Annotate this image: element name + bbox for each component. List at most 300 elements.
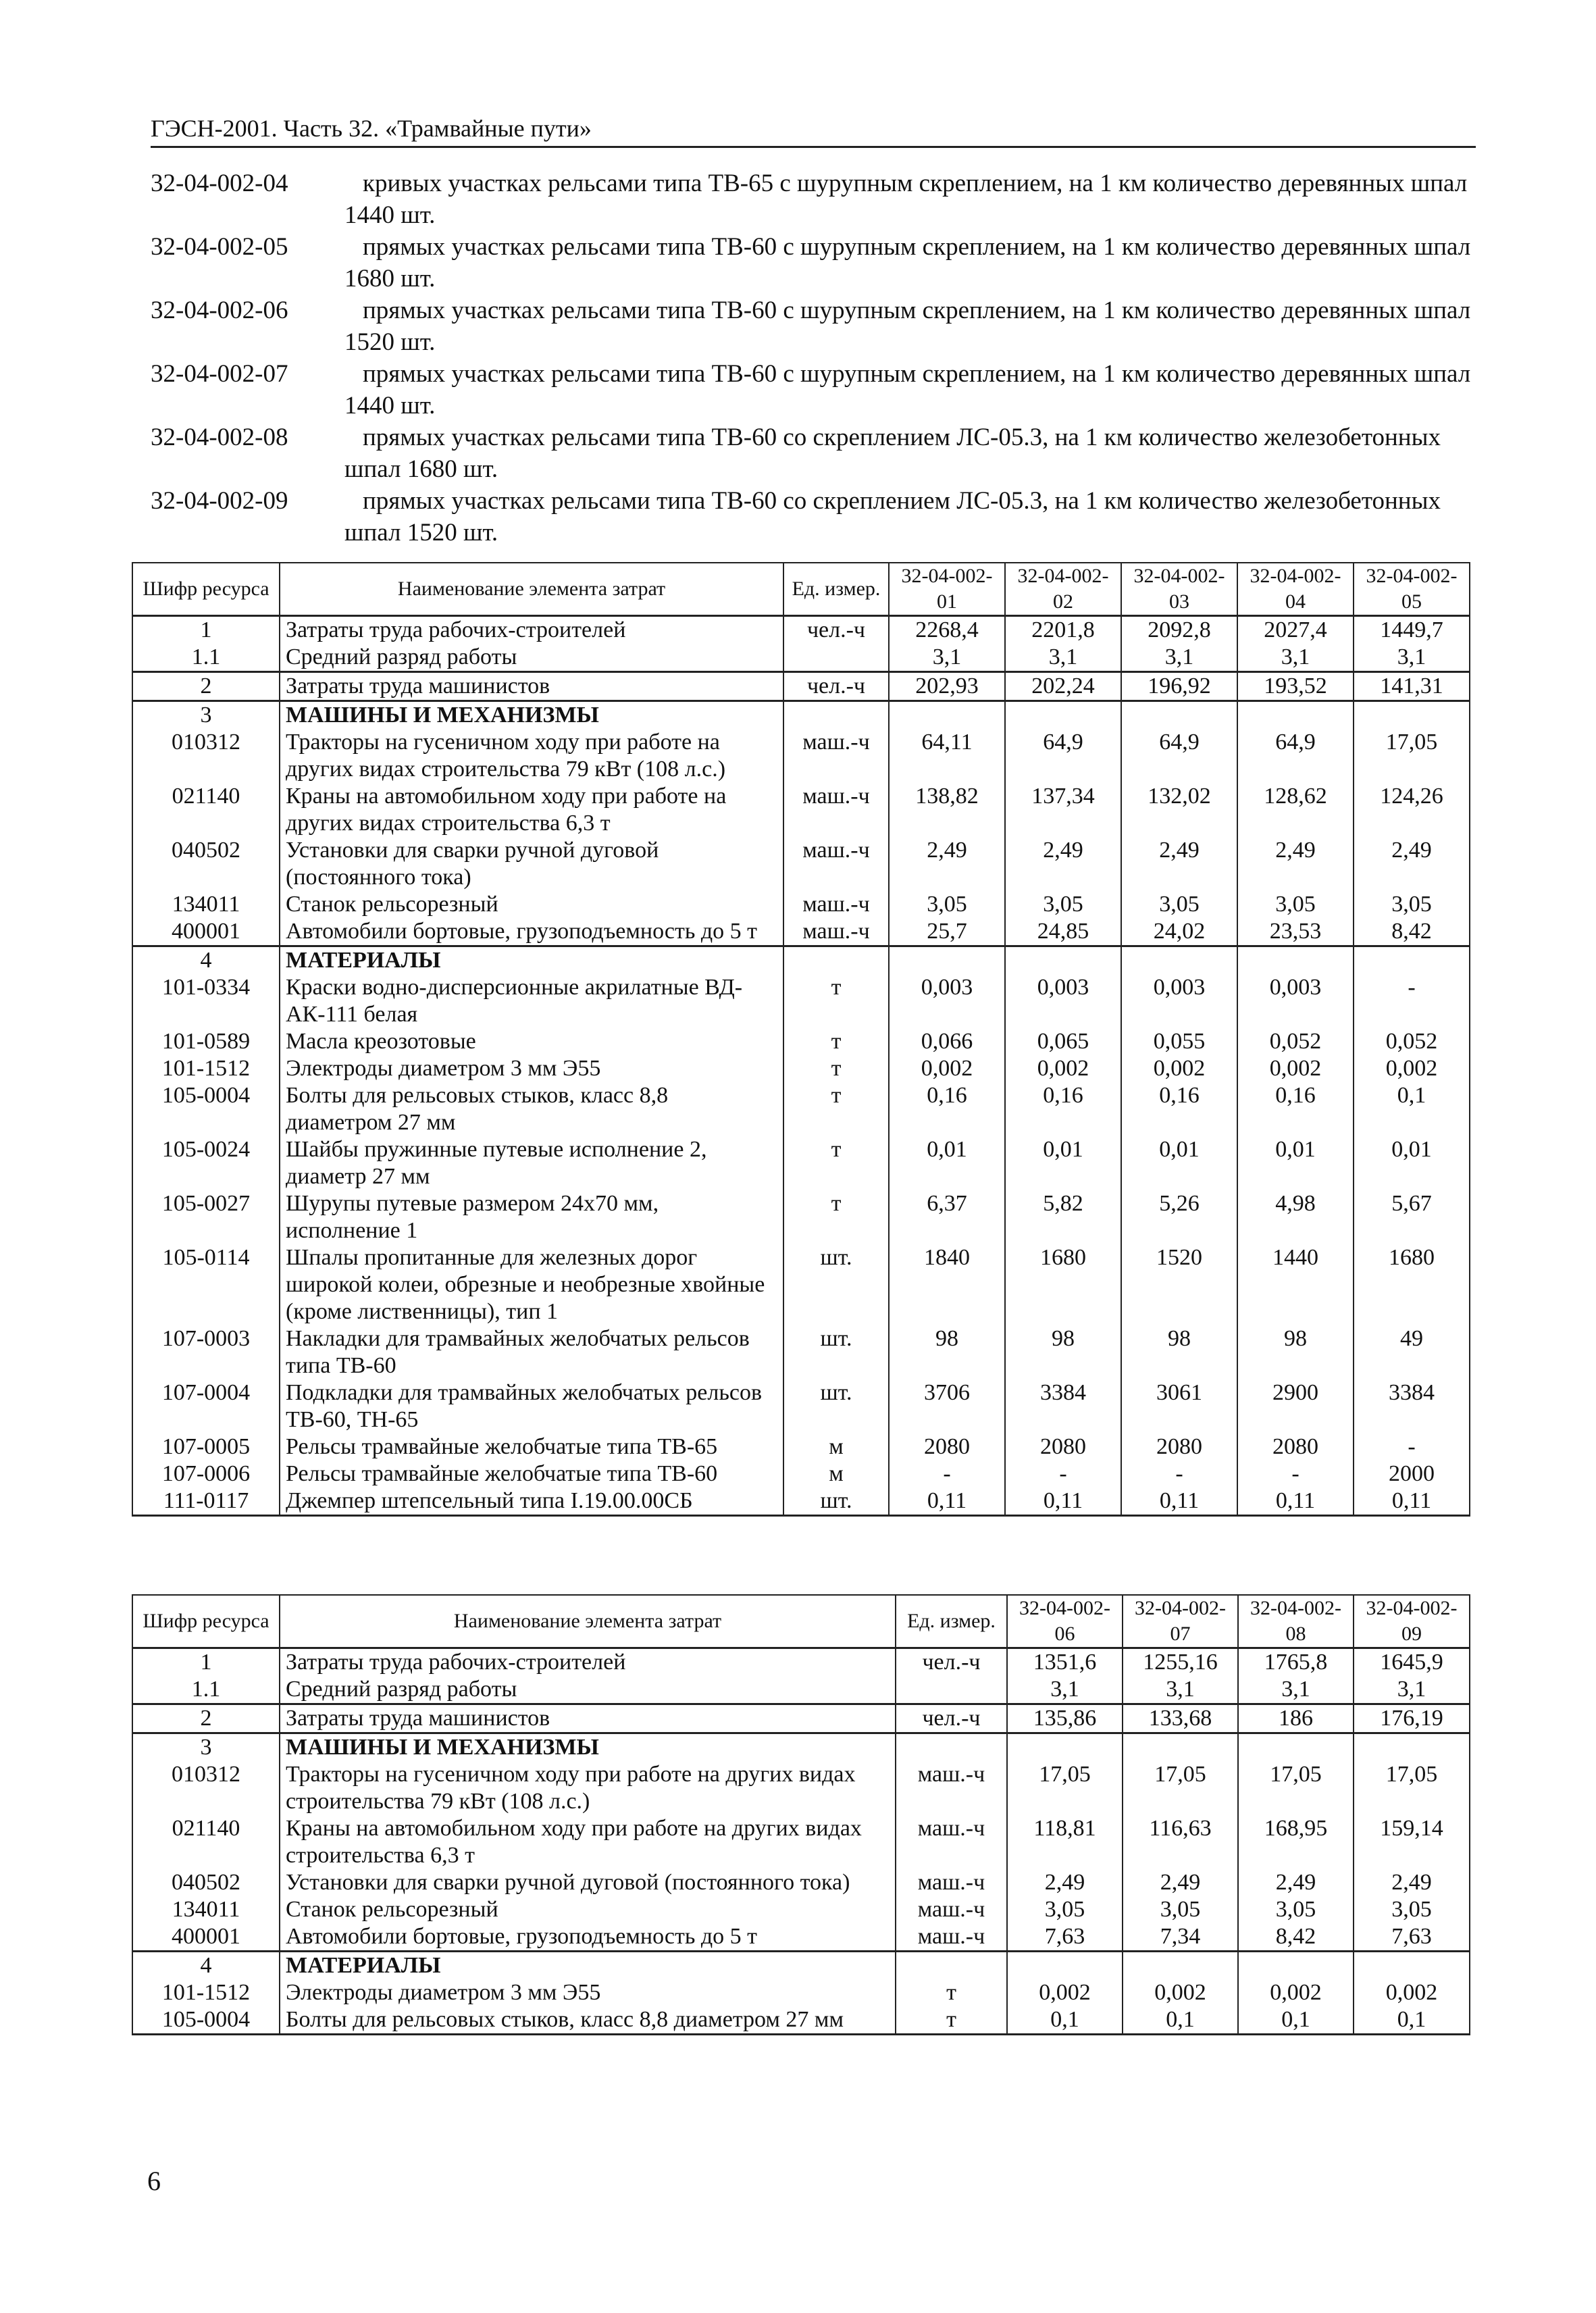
cost-element-name: Краны на автомобильном ходу при работе на других видах строительства 6,3 т bbox=[280, 783, 783, 837]
norm-value: 3,05 bbox=[1005, 891, 1121, 918]
norm-value: 98 bbox=[1005, 1325, 1121, 1379]
norm-value: 141,31 bbox=[1354, 672, 1470, 701]
norm-value: 0,1 bbox=[1123, 2006, 1238, 2035]
unit bbox=[783, 946, 889, 975]
norm-value: 0,11 bbox=[1005, 1488, 1121, 1516]
resource-code: 107-0005 bbox=[132, 1433, 280, 1460]
cost-element-name: Болты для рельсовых стыков, класс 8,8 диаметром 27 мм bbox=[280, 2006, 896, 2035]
table-row bbox=[132, 974, 1470, 1028]
norm-value: 196,92 bbox=[1121, 672, 1237, 701]
code-text: прямых участках рельсами типа ТВ-60 с шурупным скреплением, на 1 км количество деревянных шпал 1680 шт. bbox=[344, 233, 1471, 293]
norm-value: 0,16 bbox=[1237, 1082, 1354, 1136]
norm-value: 2080 bbox=[1005, 1433, 1121, 1460]
unit: маш.-ч bbox=[783, 729, 889, 783]
header-norm-code: 32-04-002-04 bbox=[1237, 563, 1354, 616]
resource-code: 3 bbox=[132, 1733, 280, 1762]
code-number: 32-04-002-06 bbox=[151, 297, 288, 324]
norm-value: 3384 bbox=[1354, 1379, 1470, 1433]
unit: т bbox=[896, 1979, 1007, 2006]
norm-value: 17,05 bbox=[1123, 1761, 1238, 1815]
cost-element-name: Электроды диаметром 3 мм Э55 bbox=[280, 1055, 783, 1082]
cost-element-name: Затраты труда рабочих-строителей bbox=[280, 616, 783, 644]
norm-value: 0,01 bbox=[1121, 1136, 1237, 1190]
cost-element-name: Средний разряд работы bbox=[280, 1676, 896, 1704]
norm-value bbox=[1123, 1952, 1238, 1980]
norm-value: 25,7 bbox=[889, 918, 1005, 946]
norm-value: 3706 bbox=[889, 1379, 1005, 1433]
unit: т bbox=[896, 2006, 1007, 2035]
norm-value: 2080 bbox=[1237, 1433, 1354, 1460]
resource-code: 2 bbox=[132, 672, 280, 701]
norm-value: 0,002 bbox=[1123, 1979, 1238, 2006]
code-number: 32-04-002-05 bbox=[151, 233, 288, 261]
section-title: МАШИНЫ И МЕХАНИЗМЫ bbox=[280, 1733, 896, 1762]
unit bbox=[896, 1952, 1007, 1980]
norm-value: 0,11 bbox=[1354, 1488, 1470, 1516]
resource-code: 105-0004 bbox=[132, 2006, 280, 2035]
table-row bbox=[132, 1979, 1470, 2006]
code-item bbox=[151, 422, 1476, 485]
resource-code: 105-0004 bbox=[132, 1082, 280, 1136]
norm-value: 2000 bbox=[1354, 1460, 1470, 1488]
resource-code: 107-0006 bbox=[132, 1460, 280, 1488]
header-norm-code: 32-04-002-09 bbox=[1354, 1595, 1470, 1648]
resource-code: 107-0003 bbox=[132, 1325, 280, 1379]
table-row bbox=[132, 729, 1470, 783]
unit: маш.-ч bbox=[896, 1896, 1007, 1923]
unit: м bbox=[783, 1433, 889, 1460]
norm-value bbox=[1354, 701, 1470, 730]
cost-element-name: Шайбы пружинные путевые исполнение 2, диаметр 27 мм bbox=[280, 1136, 783, 1190]
norm-value: 3061 bbox=[1121, 1379, 1237, 1433]
header-cost-element-name: Наименование элемента затрат bbox=[280, 1595, 896, 1648]
table-row bbox=[132, 1869, 1470, 1896]
section-row bbox=[132, 701, 1470, 730]
norm-value: 0,052 bbox=[1354, 1028, 1470, 1055]
norm-value: 2092,8 bbox=[1121, 616, 1237, 644]
header-norm-code: 32-04-002-03 bbox=[1121, 563, 1237, 616]
code-number: 32-04-002-08 bbox=[151, 424, 288, 451]
code-number: 32-04-002-07 bbox=[151, 360, 288, 388]
norm-value: 2,49 bbox=[1005, 837, 1121, 891]
norm-value bbox=[1121, 946, 1237, 975]
resource-code: 040502 bbox=[132, 837, 280, 891]
norm-value: 8,42 bbox=[1238, 1923, 1354, 1952]
norm-value: 3,1 bbox=[889, 644, 1005, 672]
unit: м bbox=[783, 1460, 889, 1488]
norm-value: 3,05 bbox=[1354, 891, 1470, 918]
norm-value bbox=[889, 946, 1005, 975]
code-text: прямых участках рельсами типа ТВ-60 со скреплением ЛС-05.3, на 1 км количество железобетонных шпал 1520 шт. bbox=[344, 487, 1441, 547]
resource-code: 040502 bbox=[132, 1869, 280, 1896]
header-norm-code: 32-04-002-02 bbox=[1005, 563, 1121, 616]
norm-value: 1680 bbox=[1354, 1244, 1470, 1325]
resource-table-1 bbox=[132, 562, 1470, 1517]
norm-value: 23,53 bbox=[1237, 918, 1354, 946]
norm-value: 17,05 bbox=[1354, 1761, 1470, 1815]
norm-value: 0,002 bbox=[1005, 1055, 1121, 1082]
norm-value: 7,63 bbox=[1007, 1923, 1123, 1952]
norm-value: 2,49 bbox=[1123, 1869, 1238, 1896]
norm-value: 0,055 bbox=[1121, 1028, 1237, 1055]
norm-value: 5,82 bbox=[1005, 1190, 1121, 1244]
resource-code: 101-1512 bbox=[132, 1055, 280, 1082]
cost-element-name: Электроды диаметром 3 мм Э55 bbox=[280, 1979, 896, 2006]
cost-element-name: Джемпер штепсельный типа I.19.00.00СБ bbox=[280, 1488, 783, 1516]
norm-value: 0,11 bbox=[1237, 1488, 1354, 1516]
unit: маш.-ч bbox=[896, 1761, 1007, 1815]
resource-code: 134011 bbox=[132, 891, 280, 918]
norm-value: 17,05 bbox=[1354, 729, 1470, 783]
norm-value: - bbox=[889, 1460, 1005, 1488]
cost-element-name: Краски водно-дисперсионные акрилатные ВД-АК-111 белая bbox=[280, 974, 783, 1028]
norm-value: 0,1 bbox=[1354, 2006, 1470, 2035]
norm-value: 0,002 bbox=[1238, 1979, 1354, 2006]
norm-value: 0,16 bbox=[1005, 1082, 1121, 1136]
table-row bbox=[132, 1704, 1470, 1733]
norm-value: 1351,6 bbox=[1007, 1648, 1123, 1677]
unit: чел.-ч bbox=[783, 672, 889, 701]
table-row bbox=[132, 1761, 1470, 1815]
norm-value bbox=[1354, 1952, 1470, 1980]
header-norm-code: 32-04-002-05 bbox=[1354, 563, 1470, 616]
table-row bbox=[132, 918, 1470, 946]
norm-value: 1520 bbox=[1121, 1244, 1237, 1325]
norm-value: - bbox=[1005, 1460, 1121, 1488]
cost-element-name: Болты для рельсовых стыков, класс 8,8 диаметром 27 мм bbox=[280, 1082, 783, 1136]
cost-element-name: Рельсы трамвайные желобчатые типа ТВ-60 bbox=[280, 1460, 783, 1488]
norm-value: 0,01 bbox=[889, 1136, 1005, 1190]
unit: маш.-ч bbox=[783, 891, 889, 918]
resource-code: 021140 bbox=[132, 1815, 280, 1869]
cost-element-name: Станок рельсорезный bbox=[280, 1896, 896, 1923]
table-row bbox=[132, 891, 1470, 918]
unit: шт. bbox=[783, 1488, 889, 1516]
norm-value: 2080 bbox=[889, 1433, 1005, 1460]
unit: шт. bbox=[783, 1379, 889, 1433]
norm-value: 186 bbox=[1238, 1704, 1354, 1733]
table-row bbox=[132, 1082, 1470, 1136]
norm-value: 3,05 bbox=[1237, 891, 1354, 918]
norm-value: 49 bbox=[1354, 1325, 1470, 1379]
cost-element-name: Шурупы путевые размером 24х70 мм, исполнение 1 bbox=[280, 1190, 783, 1244]
norm-value: 0,065 bbox=[1005, 1028, 1121, 1055]
unit: чел.-ч bbox=[783, 616, 889, 644]
unit: маш.-ч bbox=[783, 837, 889, 891]
section-row bbox=[132, 1952, 1470, 1980]
norm-value: 3,1 bbox=[1237, 644, 1354, 672]
norm-value: 3,05 bbox=[1354, 1896, 1470, 1923]
unit: маш.-ч bbox=[896, 1869, 1007, 1896]
norm-value: 98 bbox=[889, 1325, 1005, 1379]
norm-value: 98 bbox=[1121, 1325, 1237, 1379]
norm-value: 0,002 bbox=[1007, 1979, 1123, 2006]
norm-value bbox=[1354, 946, 1470, 975]
table-row bbox=[132, 1676, 1470, 1704]
norm-value: 176,19 bbox=[1354, 1704, 1470, 1733]
norm-value: 3,05 bbox=[889, 891, 1005, 918]
norm-value: 3,1 bbox=[1005, 644, 1121, 672]
norm-value: 0,003 bbox=[889, 974, 1005, 1028]
resource-code: 101-1512 bbox=[132, 1979, 280, 2006]
norm-value: 2268,4 bbox=[889, 616, 1005, 644]
header-cost-element-name: Наименование элемента затрат bbox=[280, 563, 783, 616]
resource-code: 1 bbox=[132, 616, 280, 644]
norm-value: 133,68 bbox=[1123, 1704, 1238, 1733]
code-item bbox=[151, 231, 1476, 295]
norm-value: - bbox=[1121, 1460, 1237, 1488]
norm-value: 3,1 bbox=[1354, 1676, 1470, 1704]
norm-value: 7,34 bbox=[1123, 1923, 1238, 1952]
cost-element-name: Подкладки для трамвайных желобчатых рельсов ТВ-60, ТН-65 bbox=[280, 1379, 783, 1433]
unit: т bbox=[783, 1136, 889, 1190]
resource-code: 2 bbox=[132, 1704, 280, 1733]
norm-value: 2,49 bbox=[1237, 837, 1354, 891]
unit bbox=[896, 1676, 1007, 1704]
norm-value: 0,1 bbox=[1007, 2006, 1123, 2035]
norm-value: 2080 bbox=[1121, 1433, 1237, 1460]
norm-value: 3,05 bbox=[1123, 1896, 1238, 1923]
norm-value: 2,49 bbox=[1354, 1869, 1470, 1896]
unit: т bbox=[783, 1190, 889, 1244]
cost-element-name: Установки для сварки ручной дуговой (постоянного тока) bbox=[280, 1869, 896, 1896]
norm-value: 137,34 bbox=[1005, 783, 1121, 837]
cost-element-name: Шпалы пропитанные для железных дорог широкой колеи, обрезные и необрезные хвойные (кроме лиственницы), тип 1 bbox=[280, 1244, 783, 1325]
norm-value bbox=[1238, 1733, 1354, 1762]
resource-code: 4 bbox=[132, 1952, 280, 1980]
norm-value: 3,1 bbox=[1238, 1676, 1354, 1704]
page-number: 6 bbox=[147, 2166, 161, 2196]
table-row bbox=[132, 1055, 1470, 1082]
cost-element-name: Автомобили бортовые, грузоподъемность до 5 т bbox=[280, 918, 783, 946]
norm-value bbox=[1121, 701, 1237, 730]
resource-code: 105-0114 bbox=[132, 1244, 280, 1325]
norm-value: 3,1 bbox=[1121, 644, 1237, 672]
norm-value: 118,81 bbox=[1007, 1815, 1123, 1869]
resource-code: 101-0589 bbox=[132, 1028, 280, 1055]
norm-value: 2,49 bbox=[1238, 1869, 1354, 1896]
norm-value: 168,95 bbox=[1238, 1815, 1354, 1869]
norm-value bbox=[1237, 701, 1354, 730]
norm-value: 1255,16 bbox=[1123, 1648, 1238, 1677]
table-row bbox=[132, 1815, 1470, 1869]
norm-value: 0,16 bbox=[889, 1082, 1005, 1136]
norm-value: 17,05 bbox=[1007, 1761, 1123, 1815]
section-row bbox=[132, 946, 1470, 975]
norm-value bbox=[1005, 946, 1121, 975]
norm-value: 2027,4 bbox=[1237, 616, 1354, 644]
norm-value: 4,98 bbox=[1237, 1190, 1354, 1244]
norm-value: 0,1 bbox=[1354, 1082, 1470, 1136]
code-text: прямых участках рельсами типа ТВ-60 с шурупным скреплением, на 1 км количество деревянных шпал 1520 шт. bbox=[344, 297, 1471, 356]
norm-value: 24,02 bbox=[1121, 918, 1237, 946]
resource-code: 3 bbox=[132, 701, 280, 730]
unit: т bbox=[783, 974, 889, 1028]
cost-element-name: Автомобили бортовые, грузоподъемность до 5 т bbox=[280, 1923, 896, 1952]
resource-code: 107-0004 bbox=[132, 1379, 280, 1433]
cost-element-name: Краны на автомобильном ходу при работе на других видах строительства 6,3 т bbox=[280, 1815, 896, 1869]
norm-value bbox=[1007, 1733, 1123, 1762]
cost-element-name: Затраты труда машинистов bbox=[280, 672, 783, 701]
norm-value: 1449,7 bbox=[1354, 616, 1470, 644]
cost-element-name: Средний разряд работы bbox=[280, 644, 783, 672]
norm-value: 2201,8 bbox=[1005, 616, 1121, 644]
unit: т bbox=[783, 1028, 889, 1055]
code-text: прямых участках рельсами типа ТВ-60 с шурупным скреплением, на 1 км количество деревянных шпал 1440 шт. bbox=[344, 360, 1471, 420]
norm-value: 159,14 bbox=[1354, 1815, 1470, 1869]
unit: шт. bbox=[783, 1244, 889, 1325]
norm-value: 202,93 bbox=[889, 672, 1005, 701]
norm-value: 1440 bbox=[1237, 1244, 1354, 1325]
norm-value: 3384 bbox=[1005, 1379, 1121, 1433]
resource-code: 021140 bbox=[132, 783, 280, 837]
code-number: 32-04-002-09 bbox=[151, 487, 288, 515]
norm-value: 3,05 bbox=[1121, 891, 1237, 918]
norm-value: 3,05 bbox=[1007, 1896, 1123, 1923]
code-number: 32-04-002-04 bbox=[151, 170, 288, 197]
cost-element-name: Рельсы трамвайные желобчатые типа ТВ-65 bbox=[280, 1433, 783, 1460]
header-unit: Ед. измер. bbox=[783, 563, 889, 616]
norm-value: 1645,9 bbox=[1354, 1648, 1470, 1677]
table-row bbox=[132, 1190, 1470, 1244]
table-row bbox=[132, 837, 1470, 891]
norm-value: 0,01 bbox=[1005, 1136, 1121, 1190]
norm-value: 7,63 bbox=[1354, 1923, 1470, 1952]
table-row bbox=[132, 1488, 1470, 1516]
norm-value: 2,49 bbox=[889, 837, 1005, 891]
table-row bbox=[132, 616, 1470, 644]
table-row bbox=[132, 783, 1470, 837]
code-text: прямых участках рельсами типа ТВ-60 со скреплением ЛС-05.3, на 1 км количество железобетонных шпал 1680 шт. bbox=[344, 424, 1441, 483]
resource-table-2 bbox=[132, 1594, 1470, 2035]
table-row bbox=[132, 1325, 1470, 1379]
norm-value: 0,11 bbox=[889, 1488, 1005, 1516]
norm-value: 0,066 bbox=[889, 1028, 1005, 1055]
unit: маш.-ч bbox=[896, 1923, 1007, 1952]
resource-code: 1.1 bbox=[132, 1676, 280, 1704]
norm-value: 0,16 bbox=[1121, 1082, 1237, 1136]
code-descriptions bbox=[151, 168, 1476, 549]
table-row bbox=[132, 1433, 1470, 1460]
table-row bbox=[132, 1460, 1470, 1488]
norm-value: 0,002 bbox=[889, 1055, 1005, 1082]
resource-code: 1 bbox=[132, 1648, 280, 1677]
document-title: ГЭСН-2001. Часть 32. «Трамвайные пути» bbox=[151, 115, 592, 142]
norm-value: 132,02 bbox=[1121, 783, 1237, 837]
norm-value: 64,9 bbox=[1121, 729, 1237, 783]
norm-value: 193,52 bbox=[1237, 672, 1354, 701]
code-text: кривых участках рельсами типа ТВ-65 с шурупным скреплением, на 1 км количество деревянных шпал 1440 шт. bbox=[344, 170, 1468, 229]
norm-value: 0,052 bbox=[1237, 1028, 1354, 1055]
norm-value: 138,82 bbox=[889, 783, 1005, 837]
norm-value: 3,1 bbox=[1354, 644, 1470, 672]
norm-value: - bbox=[1354, 974, 1470, 1028]
norm-value: 1765,8 bbox=[1238, 1648, 1354, 1677]
norm-value: 0,01 bbox=[1237, 1136, 1354, 1190]
unit: маш.-ч bbox=[783, 918, 889, 946]
table-row bbox=[132, 1896, 1470, 1923]
norm-value: 0,002 bbox=[1121, 1055, 1237, 1082]
section-title: МАТЕРИАЛЫ bbox=[280, 946, 783, 975]
norm-value: 2,49 bbox=[1007, 1869, 1123, 1896]
cost-element-name: Станок рельсорезный bbox=[280, 891, 783, 918]
norm-value: 64,9 bbox=[1005, 729, 1121, 783]
norm-value: 24,85 bbox=[1005, 918, 1121, 946]
header-norm-code: 32-04-002-08 bbox=[1238, 1595, 1354, 1648]
resource-code: 400001 bbox=[132, 918, 280, 946]
norm-value bbox=[1238, 1952, 1354, 1980]
resource-code: 4 bbox=[132, 946, 280, 975]
unit: т bbox=[783, 1055, 889, 1082]
norm-value: 17,05 bbox=[1238, 1761, 1354, 1815]
table-row bbox=[132, 1923, 1470, 1952]
cost-element-name: Тракторы на гусеничном ходу при работе на других видах строительства 79 кВт (108 л.с.) bbox=[280, 1761, 896, 1815]
unit: маш.-ч bbox=[896, 1815, 1007, 1869]
code-item bbox=[151, 485, 1476, 549]
table-row bbox=[132, 672, 1470, 701]
resource-code: 111-0117 bbox=[132, 1488, 280, 1516]
cost-element-name: Установки для сварки ручной дуговой (постоянного тока) bbox=[280, 837, 783, 891]
norm-value: 2,49 bbox=[1121, 837, 1237, 891]
norm-value bbox=[1354, 1733, 1470, 1762]
cost-element-name: Тракторы на гусеничном ходу при работе на других видах строительства 79 кВт (108 л.с.) bbox=[280, 729, 783, 783]
norm-value bbox=[1005, 701, 1121, 730]
unit: т bbox=[783, 1082, 889, 1136]
resource-code: 010312 bbox=[132, 729, 280, 783]
resource-code: 400001 bbox=[132, 1923, 280, 1952]
norm-value: 128,62 bbox=[1237, 783, 1354, 837]
resource-code: 105-0024 bbox=[132, 1136, 280, 1190]
section-title: МАШИНЫ И МЕХАНИЗМЫ bbox=[280, 701, 783, 730]
norm-value: 6,37 bbox=[889, 1190, 1005, 1244]
table-row bbox=[132, 1379, 1470, 1433]
cost-element-name: Затраты труда рабочих-строителей bbox=[280, 1648, 896, 1677]
resource-code: 1.1 bbox=[132, 644, 280, 672]
code-item bbox=[151, 168, 1476, 231]
norm-value: 3,1 bbox=[1123, 1676, 1238, 1704]
unit: чел.-ч bbox=[896, 1648, 1007, 1677]
norm-value: - bbox=[1237, 1460, 1354, 1488]
norm-value bbox=[1123, 1733, 1238, 1762]
table-row bbox=[132, 2006, 1470, 2035]
code-item bbox=[151, 295, 1476, 358]
norm-value: - bbox=[1354, 1433, 1470, 1460]
header-resource-code: Шифр ресурса bbox=[132, 563, 280, 616]
resource-code: 101-0334 bbox=[132, 974, 280, 1028]
norm-value: 0,003 bbox=[1121, 974, 1237, 1028]
norm-value: 124,26 bbox=[1354, 783, 1470, 837]
norm-value: 3,1 bbox=[1007, 1676, 1123, 1704]
norm-value: 64,11 bbox=[889, 729, 1005, 783]
table-row bbox=[132, 1136, 1470, 1190]
unit bbox=[783, 701, 889, 730]
norm-value: 64,9 bbox=[1237, 729, 1354, 783]
unit: маш.-ч bbox=[783, 783, 889, 837]
resource-code: 134011 bbox=[132, 1896, 280, 1923]
table-row bbox=[132, 1244, 1470, 1325]
header-unit: Ед. измер. bbox=[896, 1595, 1007, 1648]
norm-value bbox=[1007, 1952, 1123, 1980]
header-norm-code: 32-04-002-06 bbox=[1007, 1595, 1123, 1648]
cost-element-name: Затраты труда машинистов bbox=[280, 1704, 896, 1733]
norm-value: 0,1 bbox=[1238, 2006, 1354, 2035]
resource-code: 105-0027 bbox=[132, 1190, 280, 1244]
norm-value: 202,24 bbox=[1005, 672, 1121, 701]
section-row bbox=[132, 1733, 1470, 1762]
norm-value: 5,67 bbox=[1354, 1190, 1470, 1244]
norm-value: 0,01 bbox=[1354, 1136, 1470, 1190]
cost-element-name: Масла креозотовые bbox=[280, 1028, 783, 1055]
